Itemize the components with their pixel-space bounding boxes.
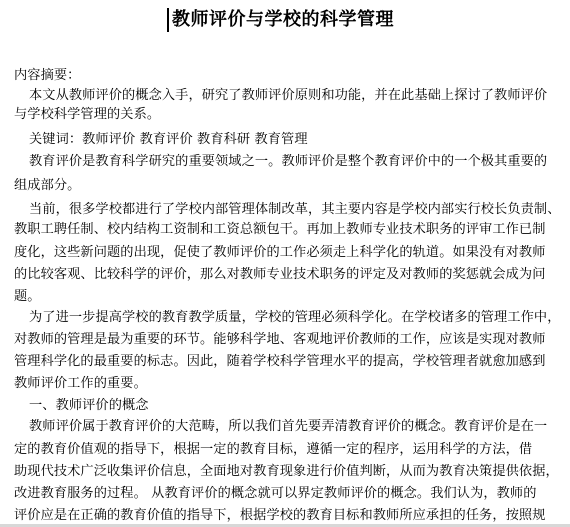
paragraph-1-line-1: 教育评价是教育科学研究的重要领域之一。教师评价是整个教育评价中的一个极其重要的 bbox=[29, 154, 548, 169]
paragraph-2-line-1: 当前，很多学校都进行了学校内部管理体制改革，其主要内容是学校内部实行校长负责制、 bbox=[29, 202, 561, 217]
text-cursor bbox=[167, 8, 169, 32]
paragraph-3-line-2: 对教师的管理是最为重要的环节。能够科学地、客观地评价教师的工作，应该是实现对教师 bbox=[14, 332, 546, 347]
paragraph-4-line-4: 改进教育服务的过程。 从教育评价的概念就可以界定教师评价的概念。我们认为，教师的 bbox=[14, 486, 537, 501]
paragraph-2-line-3: 度化，这些新问题的出现，促使了教师评价的工作必须走上科学化的轨道。如果没有对教师 bbox=[14, 245, 546, 260]
document-title: 教师评价与学校的科学管理 bbox=[172, 9, 394, 30]
paragraph-4-line-3: 助现代技术广泛收集评价信息，全面地对教育现象进行价值判断，从而为教育决策提供依据， bbox=[14, 464, 559, 479]
abstract-line-1: 本文从教师评价的概念入手，研究了教师评价原则和功能，并在此基础上探讨了教师评价 bbox=[29, 88, 548, 103]
paragraph-3-line-1: 为了进一步提高学校的教育教学质量，学校的管理必须科学化。在学校诸多的管理工作中， bbox=[29, 310, 561, 325]
section-heading-1: 一、教师评价的概念 bbox=[29, 398, 149, 413]
paragraph-3-line-4: 教师评价工作的重要。 bbox=[14, 376, 147, 391]
paragraph-4-line-1: 教师评价属于教育评价的大范畴，所以我们首先要弄清教育评价的概念。教育评价是在一 bbox=[29, 419, 548, 434]
paragraph-4-line-5: 评价应是在正确的教育价值的指导下，根据学校的教育目标和教师所应承担的任务，按照规 bbox=[14, 508, 546, 523]
abstract-line-2: 与学校科学管理的关系。 bbox=[14, 107, 161, 122]
keywords-line: 关键词：教师评价 教育评价 教育科研 教育管理 bbox=[29, 132, 308, 147]
paragraph-3-line-3: 管理科学化的最重要的标志。因此，随着学校科学管理水平的提高，学校管理者就愈加感到 bbox=[14, 354, 546, 369]
paragraph-1-line-2: 组成部分。 bbox=[14, 178, 81, 193]
paragraph-2-line-2: 教职工聘任制、校内结构工资制和工资总额包干。再加上教师专业技术职务的评审工作已制 bbox=[14, 222, 546, 237]
abstract-heading: 内容摘要： bbox=[14, 68, 81, 83]
paragraph-4-line-2: 定的教育价值观的指导下，根据一定的教育目标，遵循一定的程序，运用科学的方法，借 bbox=[14, 442, 533, 457]
paragraph-2-line-4: 的比较客观、比较科学的评价，那么对教师专业技术职务的评定及对教师的奖惩就会成为问 bbox=[14, 267, 546, 282]
paragraph-2-line-5: 题。 bbox=[14, 289, 41, 304]
